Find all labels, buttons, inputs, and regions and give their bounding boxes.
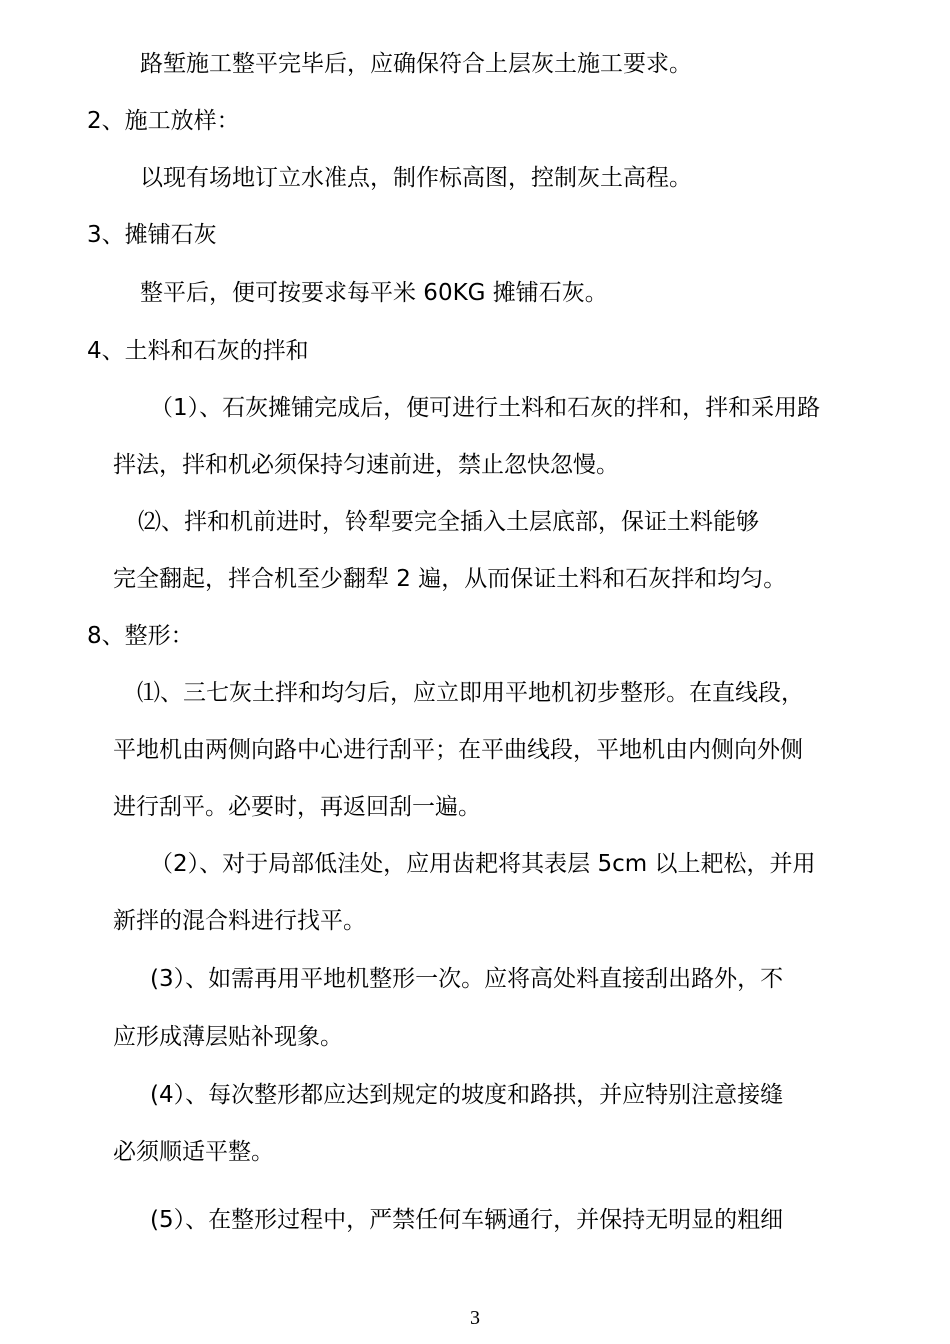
paragraph-line: (3）、如需再用平地机整形一次。应将高处料直接刮出路外，不: [150, 966, 784, 992]
section-heading: 3、摊铺石灰: [87, 222, 217, 248]
paragraph-line: 路堑施工整平完毕后，应确保符合上层灰土施工要求。: [140, 51, 692, 77]
paragraph-line: 整平后，便可按要求每平米 60KG 摊铺石灰。: [140, 280, 608, 306]
paragraph-line: 拌法，拌和机必须保持匀速前进，禁止忽快忽慢。: [113, 452, 619, 478]
section-heading: 4、土料和石灰的拌和: [87, 338, 309, 364]
page-number: 3: [470, 1307, 480, 1329]
paragraph-line: 必须顺适平整。: [113, 1139, 274, 1165]
paragraph-line: 进行刮平。必要时，再返回刮一遍。: [113, 794, 481, 820]
section-heading: 8、整形：: [87, 623, 194, 649]
paragraph-line: (5）、在整形过程中，严禁任何车辆通行，并保持无明显的粗细: [150, 1207, 784, 1233]
paragraph-line: 以现有场地订立水准点，制作标高图，控制灰土高程。: [140, 165, 692, 191]
paragraph-line: ⑵、拌和机前进时，铃犁要完全插入土层底部，保证土料能够: [138, 509, 759, 535]
section-heading: 2、施工放样：: [87, 108, 240, 134]
paragraph-line: 新拌的混合料进行找平。: [113, 908, 366, 934]
paragraph-line: 应形成薄层贴补现象。: [113, 1024, 343, 1050]
paragraph-line: ⑴、三七灰土拌和均匀后，应立即用平地机初步整形。在直线段，: [137, 680, 804, 706]
paragraph-line: 完全翻起，拌合机至少翻犁 2 遍，从而保证土料和石灰拌和均匀。: [113, 566, 787, 592]
paragraph-line: （2）、对于局部低洼处，应用齿耙将其表层 5cm 以上耙松，并用: [150, 851, 816, 877]
paragraph-line: 平地机由两侧向路中心进行刮平；在平曲线段，平地机由内侧向外侧: [113, 737, 803, 763]
paragraph-line: (4）、每次整形都应达到规定的坡度和路拱，并应特别注意接缝: [150, 1082, 784, 1108]
paragraph-line: （1）、石灰摊铺完成后，便可进行土料和石灰的拌和，拌和采用路: [150, 395, 821, 421]
